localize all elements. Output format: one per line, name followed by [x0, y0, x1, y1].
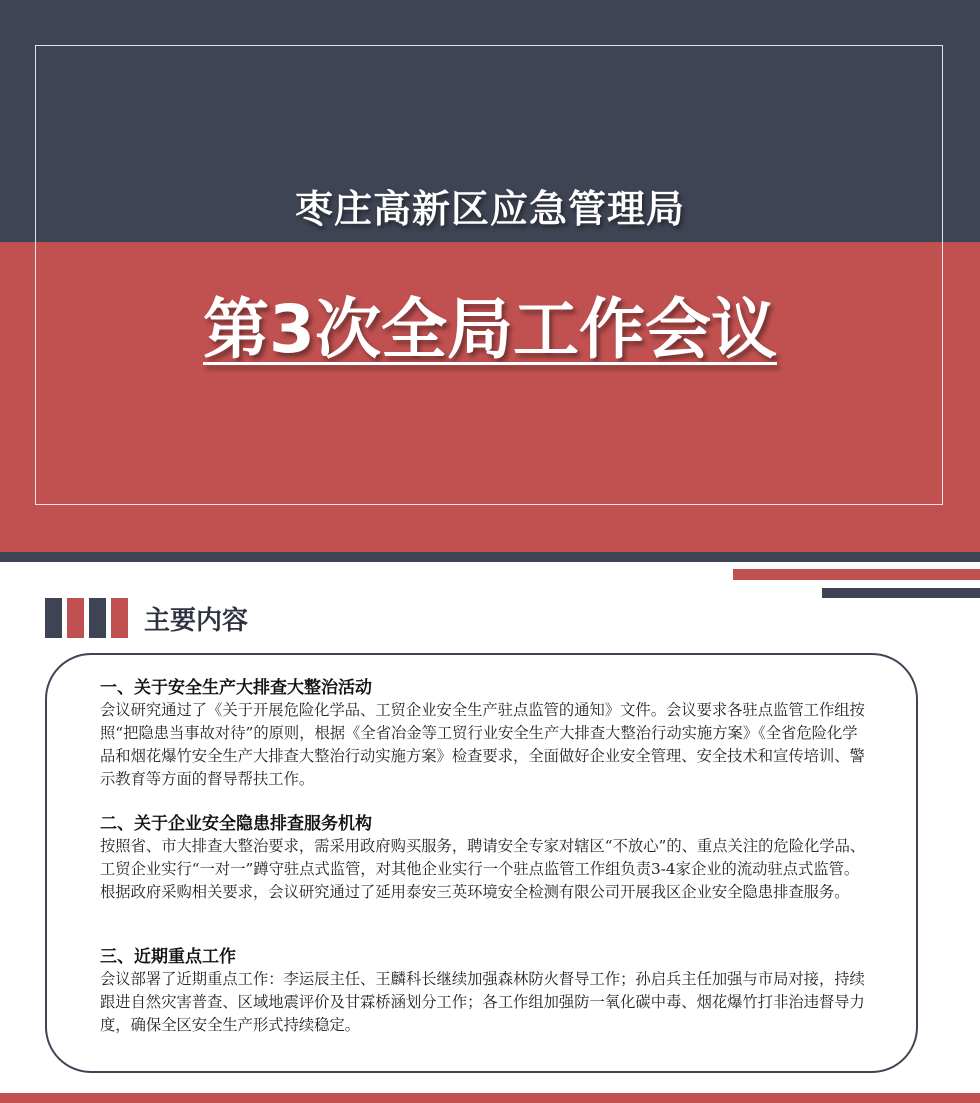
footer-strip [0, 1093, 980, 1103]
section-title: 主要内容 [144, 606, 249, 636]
item-body: 按照省、市大排查大整治要求，需采用政府购买服务，聘请安全专家对辖区“不放心”的、重点关注的危险化学品、工贸企业实行“一对一”蹲守驻点式监管，对其他企业实行一个驻点监管工作组负责3-4家企业的流动驻点式监管。根据政府采购相关要求，会议研究通过了延用泰安三英环境安全检测有限公司开展我区企业安全隐患排查服务。 [100, 837, 866, 901]
item-heading: 三、近期重点工作 [100, 947, 236, 967]
content-item-2 [100, 813, 870, 904]
item-body: 会议部署了近期重点工作：李运辰主任、王麟科长继续加强森林防火督导工作；孙启兵主任加强与市局对接，持续跟进自然灾害普查、区域地震评价及甘霖桥涵划分工作；各工作组加强防一氧化碳中毒、烟花爆竹打非治违督导力度，确保全区安全生产形式持续稳定。 [100, 970, 865, 1034]
accent-bar-dark [822, 588, 980, 598]
meeting-title-text: 第3次全局工作会议 [203, 291, 777, 368]
accent-bar-red [733, 569, 980, 580]
meeting-title [0, 276, 980, 371]
content-item-3 [100, 946, 870, 1037]
item-body: 会议研究通过了《关于开展危险化学品、工贸企业安全生产驻点监管的通知》文件。会议要求各驻点监管工作组按照“把隐患当事故对待”的原则，根据《全省冶金等工贸行业安全生产大排查大整治行动实施方案》《全省危险化学品和烟花爆竹安全生产大排查大整治行动实施方案》检查要求，全面做好企业安全管理、安全技术和宣传培训、警示教育等方面的督导帮扶工作。 [100, 701, 865, 788]
item-heading: 二、关于企业安全隐患排查服务机构 [100, 814, 372, 834]
organization-title: 枣庄高新区应急管理局 [294, 187, 685, 231]
header-frame [35, 45, 943, 505]
item-heading: 一、关于安全生产大排查大整治活动 [100, 678, 372, 698]
divider-strip [0, 552, 980, 562]
content-item-1 [100, 677, 870, 791]
